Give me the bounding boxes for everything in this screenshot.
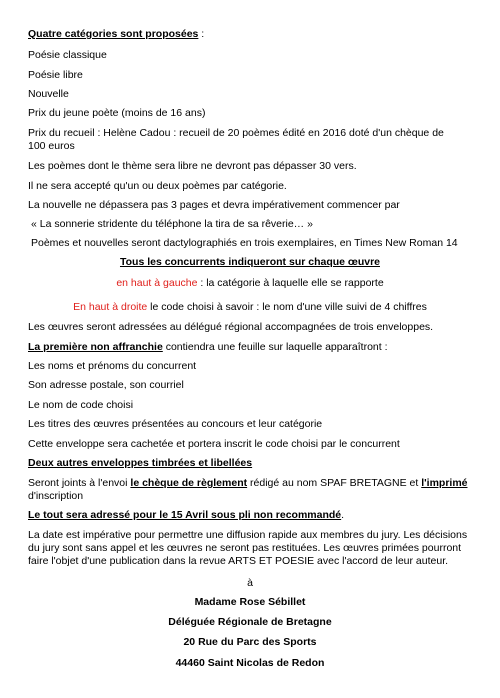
deadline-text: Le tout sera adressé pour le 15 Avril sous pli non recommandé bbox=[28, 509, 342, 521]
rule-quote: « La sonnerie stridente du téléphone la tira de sa rêverie… » bbox=[31, 218, 313, 230]
first-envelope-line bbox=[28, 341, 480, 354]
heading-colon: : bbox=[198, 28, 205, 40]
rule-typed: Poèmes et nouvelles seront dactylographiés en trois exemplaires, en Times New Roman 14 bbox=[31, 237, 458, 249]
address-a: à bbox=[247, 577, 253, 589]
rule-poems-limit: Les poèmes dont le thème sera libre ne devront pas dépasser 30 vers. bbox=[28, 160, 357, 172]
envelope-item: Les titres des œuvres présentées au concours et leur catégorie bbox=[28, 418, 323, 430]
envoi-sent: Les œuvres seront adressées au délégué régional accompagnées de trois enveloppes. bbox=[28, 321, 434, 333]
envelope-item: Les noms et prénoms du concurrent bbox=[28, 360, 197, 372]
indication-right bbox=[0, 301, 500, 314]
joined-cheque: le chèque de règlement bbox=[130, 477, 248, 489]
deadline-period: . bbox=[341, 509, 345, 521]
address-city: 44460 Saint Nicolas de Redon bbox=[175, 657, 325, 669]
jury-paragraph: La date est impérative pour permettre une diffusion rapide aux membres du jury. Les décisions du jury sont sans appel et les œuvres ne seront pas restituées. Les œuvres primées pourront faire l'objet d'une publication dans la revue ARTS ET POESIE avec l'accord de leur auteur. bbox=[28, 529, 468, 567]
indication-right-rest: le code choisi à savoir : le nom d'une ville suivi de 4 chiffres bbox=[147, 301, 427, 313]
two-envelopes-heading bbox=[28, 457, 480, 470]
two-envelopes-heading-text: Deux autres enveloppes timbrées et libellées bbox=[28, 457, 253, 469]
address-role: Déléguée Régionale de Bretagne bbox=[168, 616, 332, 628]
indication-left bbox=[0, 277, 500, 290]
category-item: Poésie classique bbox=[28, 49, 107, 61]
envelope-item: Cette enveloppe sera cachetée et portera inscrit le code choisi par le concurrent bbox=[28, 438, 400, 450]
recueil-line: Prix du recueil : Helène Cadou : recueil de 20 poèmes édité en 2016 doté d'un chèque de bbox=[28, 127, 444, 139]
indications-heading bbox=[0, 256, 500, 269]
category-item: Poésie libre bbox=[28, 69, 83, 81]
recueil-line-2: 100 euros bbox=[28, 140, 75, 152]
address-street: 20 Rue du Parc des Sports bbox=[183, 636, 317, 648]
envelope-item: Le nom de code choisi bbox=[28, 399, 134, 411]
address-name: Madame Rose Sébillet bbox=[194, 596, 306, 608]
envelope-item: Son adresse postale, son courriel bbox=[28, 379, 184, 391]
indication-left-rest: : la catégorie à laquelle elle se rapporte bbox=[197, 277, 384, 289]
categories-heading-line bbox=[28, 28, 480, 41]
indications-heading-text: Tous les concurrents indiqueront sur chaque œuvre bbox=[119, 256, 380, 268]
indication-left-red: en haut à gauche bbox=[116, 277, 198, 289]
categories-heading: Quatre catégories sont proposées bbox=[28, 28, 199, 40]
joined-line-2: d'inscription bbox=[28, 490, 84, 502]
first-envelope-heading: La première non affranchie bbox=[28, 341, 163, 353]
joined-imprime: l'imprimé bbox=[421, 477, 468, 489]
joined-text-1: Seront joints à l'envoi bbox=[28, 477, 131, 489]
first-envelope-rest: contiendra une feuille sur laquelle apparaîtront : bbox=[162, 341, 388, 353]
joined-text-2: rédigé au nom SPAF BRETAGNE et bbox=[247, 477, 422, 489]
rule-nouvelle: La nouvelle ne dépassera pas 3 pages et devra impérativement commencer par bbox=[28, 199, 400, 211]
category-item: Prix du jeune poète (moins de 16 ans) bbox=[28, 107, 206, 119]
deadline-line bbox=[28, 509, 480, 522]
joined-line bbox=[28, 477, 480, 490]
category-item: Nouvelle bbox=[28, 88, 69, 100]
indication-right-red: En haut à droite bbox=[73, 301, 148, 313]
rule-one-or-two: Il ne sera accepté qu'un ou deux poèmes par catégorie. bbox=[28, 180, 287, 192]
